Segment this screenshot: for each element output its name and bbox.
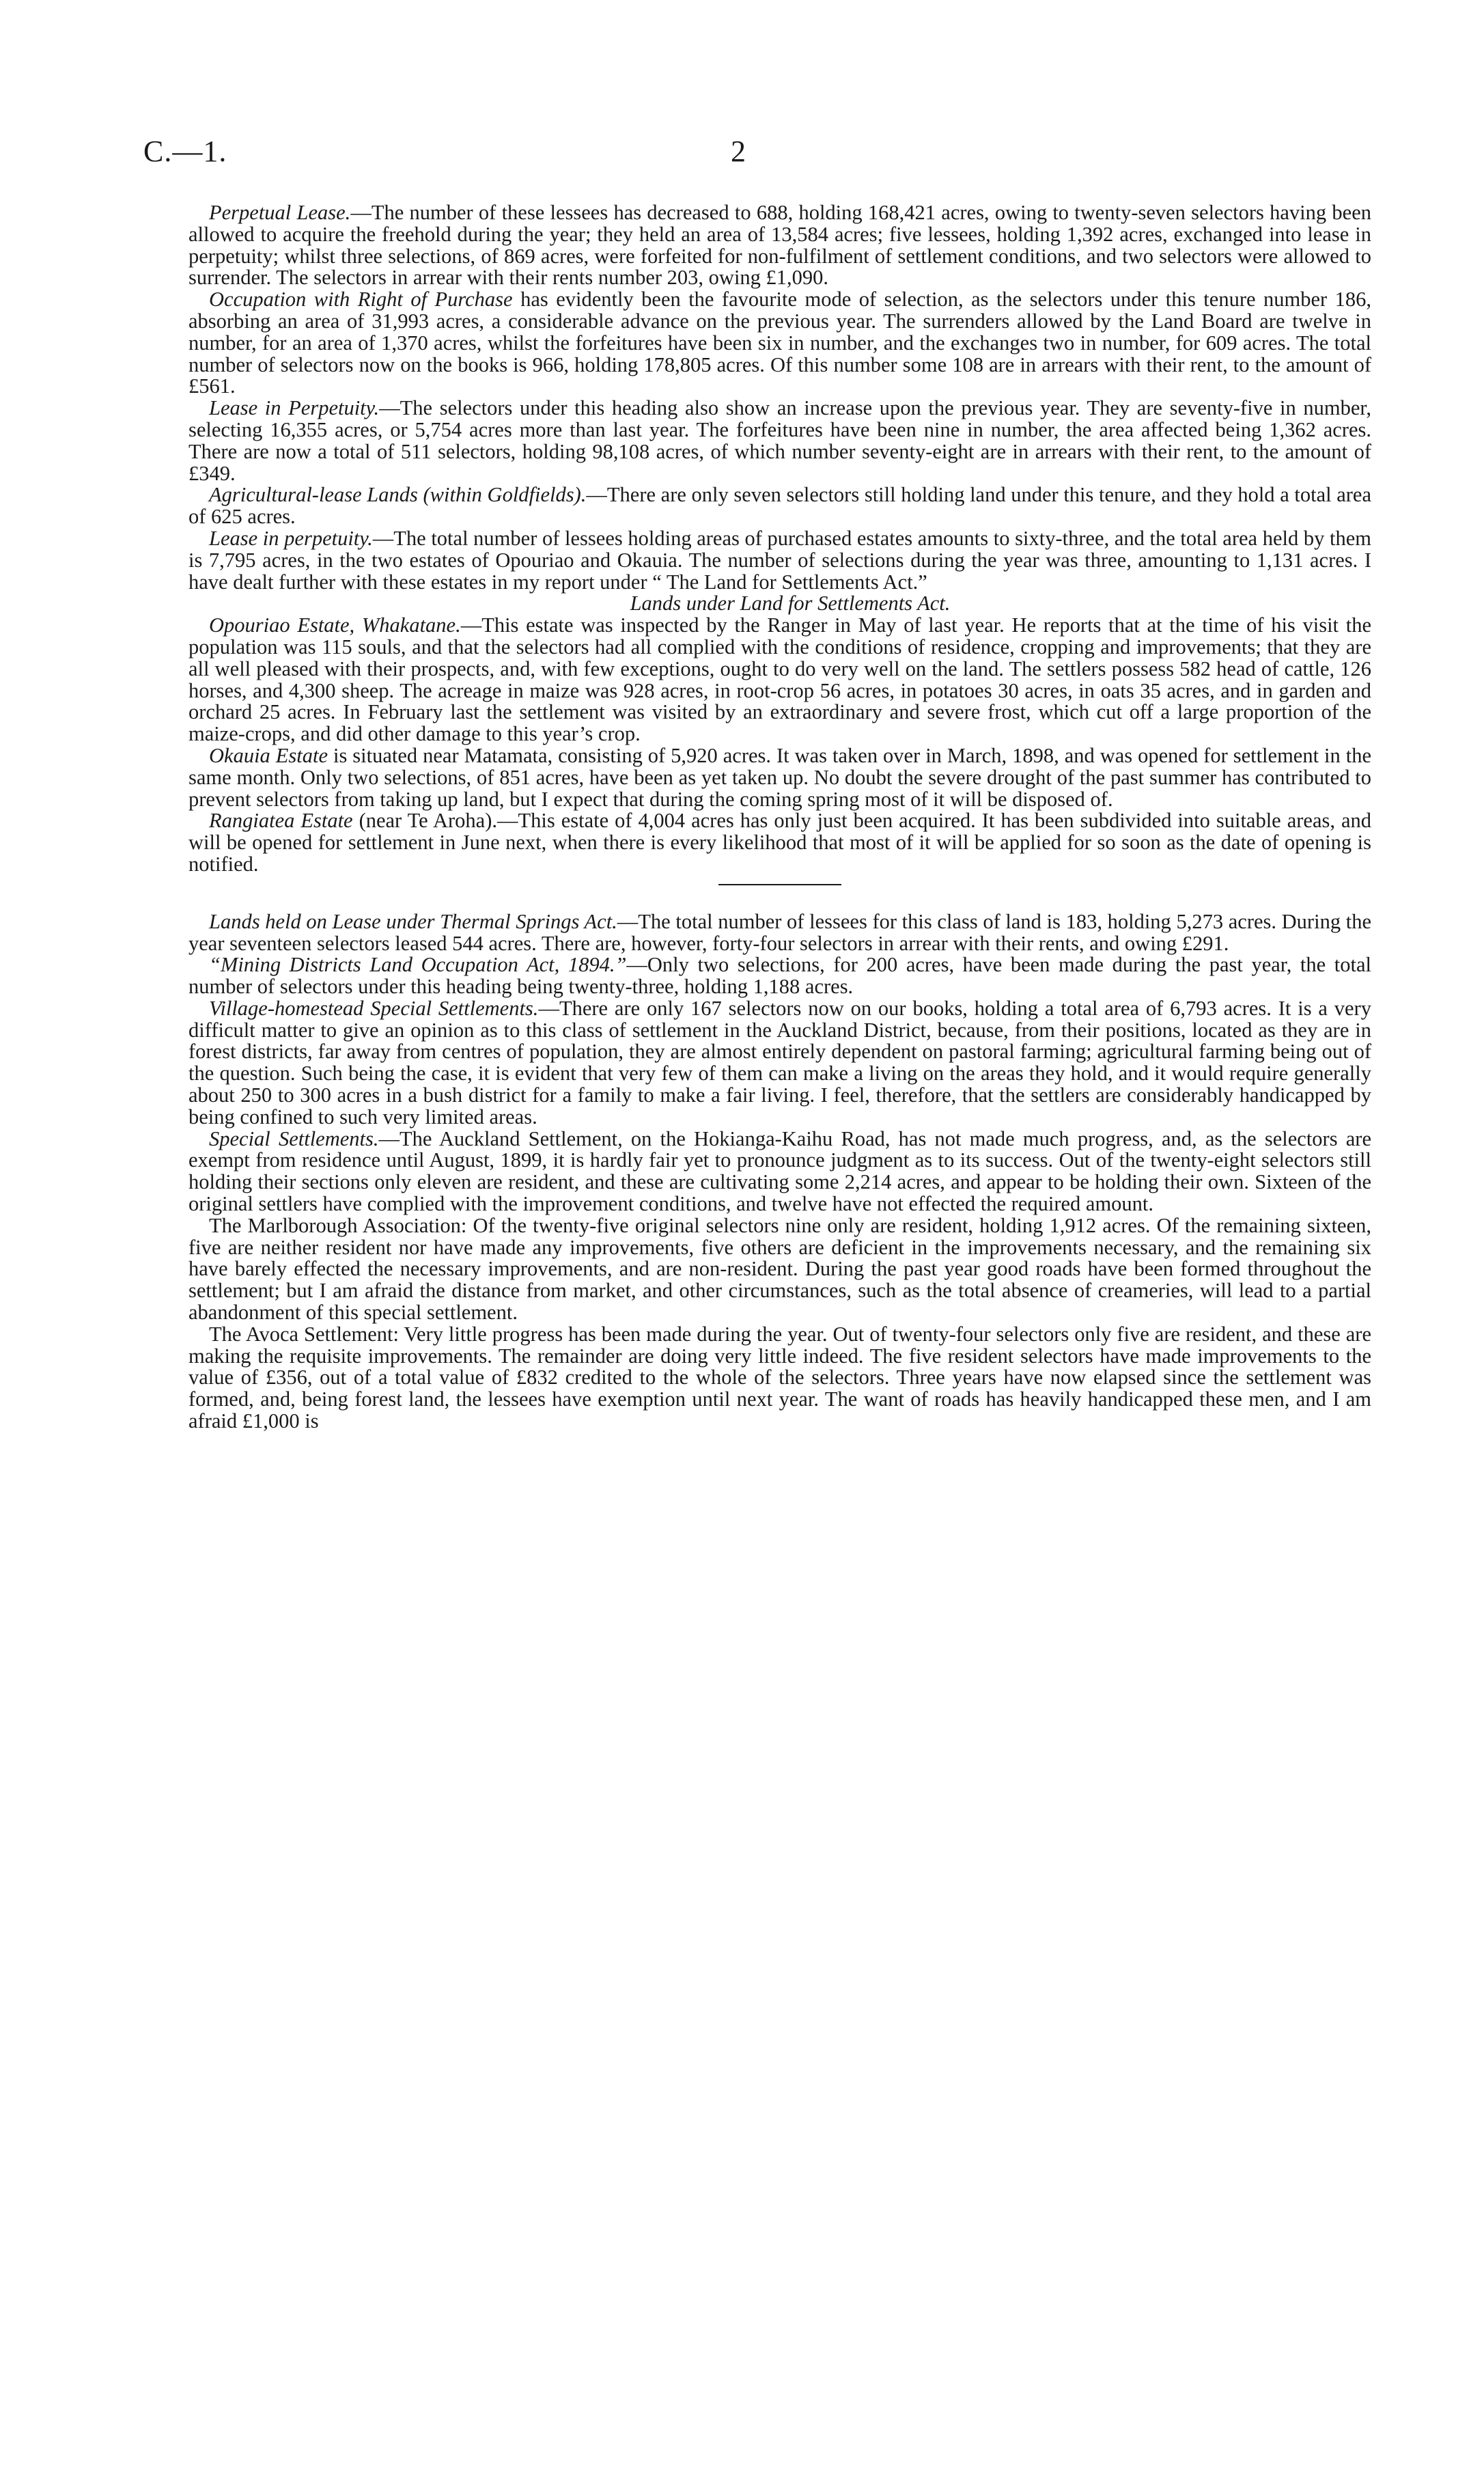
paragraph-lead: Occupation with Right of Purchase — [209, 288, 513, 312]
paragraph-text: —The number of these lessees has decreased to 688, holding 168,421 acres, owing to twenty-seven selectors having been allowed to acquire the freehold during the year; they held an area of 13,584 acres; five lessees, holding 1,392 acres, exchanged into lease in perpetuity; whilst three selections, of 869 acres, were forfeited for non-fulfilment of settlement conditions, and two selectors were allowed to surrender. The selectors in arrear with their rents number 203, owing £1,090. — [188, 201, 1371, 290]
paragraph-agricultural-lease — [188, 484, 1371, 528]
paragraph-rangiatea-estate — [188, 810, 1371, 875]
paragraph-opouriao-estate — [188, 615, 1371, 745]
paragraph-thermal-springs — [188, 911, 1371, 955]
paragraph-text: The Marlborough Association: Of the twenty-five original selectors nine only are resident, holding 1,912 acres. Of the remaining sixteen, five are neither resident nor have made any improvements, five others are deficient in the improvements necessary, and the remaining six have barely effected the necessary improvements, and are non-resident. During the past year good roads have been formed throughout the settlement; but I am afraid the distance from market, and other circumstances, such as the total absence of creameries, will lead to a partial abandonment of this special settlement. — [188, 1213, 1371, 1325]
paragraph-lead: Lease in perpetuity. — [209, 526, 373, 550]
paragraph-lease-in-perpetuity-estates — [188, 528, 1371, 593]
paragraph-marlborough-association — [188, 1215, 1371, 1324]
paragraph-lease-in-perpetuity — [188, 398, 1371, 484]
paragraph-perpetual-lease — [188, 202, 1371, 289]
paragraph-text: —This estate was inspected by the Ranger in May of last year. He reports that at the time of his visit the population was 115 souls, and that the selectors had all complied with the conditions of residence, cropping and improvements; that they are all well pleased with their prospects, and, with few exceptions, ought to do very well on the land. The settlers possess 582 head of cattle, 126 horses, and 4,300 sheep. The acreage in maize was 928 acres, in root-crop 56 acres, in potatoes 30 acres, in oats 35 acres, and in garden and orchard 25 acres. In February last the settlement was visited by an extraordinary and severe frost, which cut off a large proportion of the maize-crops, and did other damage to this year’s crop. — [188, 613, 1371, 746]
paragraph-avoca-settlement — [188, 1324, 1371, 1433]
paragraph-village-homestead — [188, 998, 1371, 1129]
paragraph-lead: Okauia Estate — [209, 743, 328, 767]
paragraph-mining-districts — [188, 954, 1371, 998]
paragraph-text: has evidently been the favourite mode of selection, as the selectors under this tenure number 186, absorbing an area of 31,993 acres, a considerable advance on the previous year. The surrenders allowed by the Land Board are twelve in number, for an area of 1,370 acres, whilst the forfeitures have been six in number, and the exchanges two in number, for 609 acres. The total number of selectors now on the books is 966, holding 178,805 acres. Of this number some 108 are in arrears with their rent, to the amount of £561. — [188, 288, 1371, 398]
paragraph-occupation-right-purchase — [188, 289, 1371, 398]
paragraph-text: —Only two selections, for 200 acres, have been made during the past year, the total number of selectors under this heading being twenty-three, holding 1,188 acres. — [188, 953, 1371, 999]
paragraph-text: —The Auckland Settlement, on the Hokianga-Kaihu Road, has not made much progress, and, as the selectors are exempt from residence until August, 1899, it is hardly fair yet to pronounce judgment as to its success. Out of the twenty-eight selectors still holding their sections only eleven are resident, and these are cultivating some 2,214 acres, and appear to be holding their own. Sixteen of the original settlers have complied with the improvement conditions, and twelve have not effected the required amount. — [188, 1126, 1371, 1216]
paragraph-text: —The total number of lessees for this class of land is 183, holding 5,273 acres. During the year seventeen selectors leased 544 acres. There are, however, forty-four selectors in arrear with their rents, and owing £291. — [188, 909, 1371, 955]
paragraph-okauia-estate — [188, 745, 1371, 810]
page-number: 2 — [731, 135, 746, 168]
paragraph-lead: Agricultural-lease Lands (within Goldfields). — [209, 483, 587, 507]
section-heading: Lands under Land for Settlements Act. — [630, 592, 951, 615]
paragraph-lead: “Mining Districts Land Occupation Act, 1894.” — [209, 953, 627, 977]
document-body — [188, 202, 1371, 1433]
paragraph-text: —There are only seven selectors still holding land under this tenure, and they hold a total area of 625 acres. — [188, 483, 1371, 529]
paragraph-text: The Avoca Settlement: Very little progress has been made during the year. Out of twenty-four selectors only five are resident, and these are making the requisite improvements. The remainder are doing very little indeed. The five resident selectors have made improvements to the value of £356, out of a total value of £832 credited to the whole of the selectors. Three years have now elapsed since the settlement was formed, and, being forest land, the lessees have exemption until next year. The want of roads has heavily handicapped these men, and I am afraid £1,000 is — [188, 1322, 1371, 1433]
paragraph-lead: Opouriao Estate, Whakatane. — [209, 613, 461, 637]
document-code: C.—1. — [143, 135, 227, 168]
paragraph-lead: Village-homestead Special Settlements. — [209, 996, 539, 1020]
paragraph-lead: Rangiatea Estate — [209, 809, 353, 833]
paragraph-text: —The selectors under this heading also show an increase upon the previous year. They are seventy-five in number, selecting 16,355 acres, or 5,754 acres more than last year. The forfeitures have been nine in number, the area affected being 1,362 acres. There are now a total of 511 selectors, holding 98,108 acres, of which number seventy-eight are in arrears with their rent, to the amount of £349. — [188, 396, 1371, 485]
paragraph-lead: Lease in Perpetuity. — [209, 396, 380, 420]
paragraph-text: —There are only 167 selectors now on our books, holding a total area of 6,793 acres. It is a very difficult matter to give an opinion as to this class of settlement in the Auckland District, because, from their positions, located as they are in forest districts, far away from centres of population, they are almost entirely dependent on pastoral farming; agricultural farming being out of the question. Such being the case, it is evident that very few of them can make a living on the areas they hold, and it would require generally about 250 to 300 acres in a bush district for a family to make a fair living. I feel, therefore, that the settlers are considerably handicapped by being confined to such very limited areas. — [188, 996, 1371, 1129]
paragraph-special-settlements — [188, 1126, 1371, 1216]
section-divider — [718, 884, 841, 885]
paragraph-text: (near Te Aroha).—This estate of 4,004 acres has only just been acquired. It has been subdivided into suitable areas, and will be opened for settlement in June next, when there is every likelihood that most of it will be applied for so soon as the date of opening is notified. — [188, 809, 1371, 876]
paragraph-lead: Lands held on Lease under Thermal Springs Act. — [209, 909, 617, 933]
paragraph-text: —The total number of lessees holding areas of purchased estates amounts to sixty-three, and the total area held by them is 7,795 acres, in the two estates of Opouriao and Okauia. The number of selections during the year was three, amounting to 1,131 acres. I have dealt further with these estates in my report under “ The Land for Settlements Act.” — [188, 526, 1371, 594]
paragraph-lead: Special Settlements. — [209, 1126, 379, 1150]
paragraph-lead: Perpetual Lease. — [209, 201, 351, 224]
paragraph-text: is situated near Matamata, consisting of 5,920 acres. It was taken over in March, 1898, and was opened for settlement in the same month. Only two selections, of 851 acres, have been as yet taken up. No doubt the severe drought of the past summer has contributed to prevent selectors from taking up land, but I expect that during the coming spring most of it will be disposed of. — [188, 743, 1371, 811]
